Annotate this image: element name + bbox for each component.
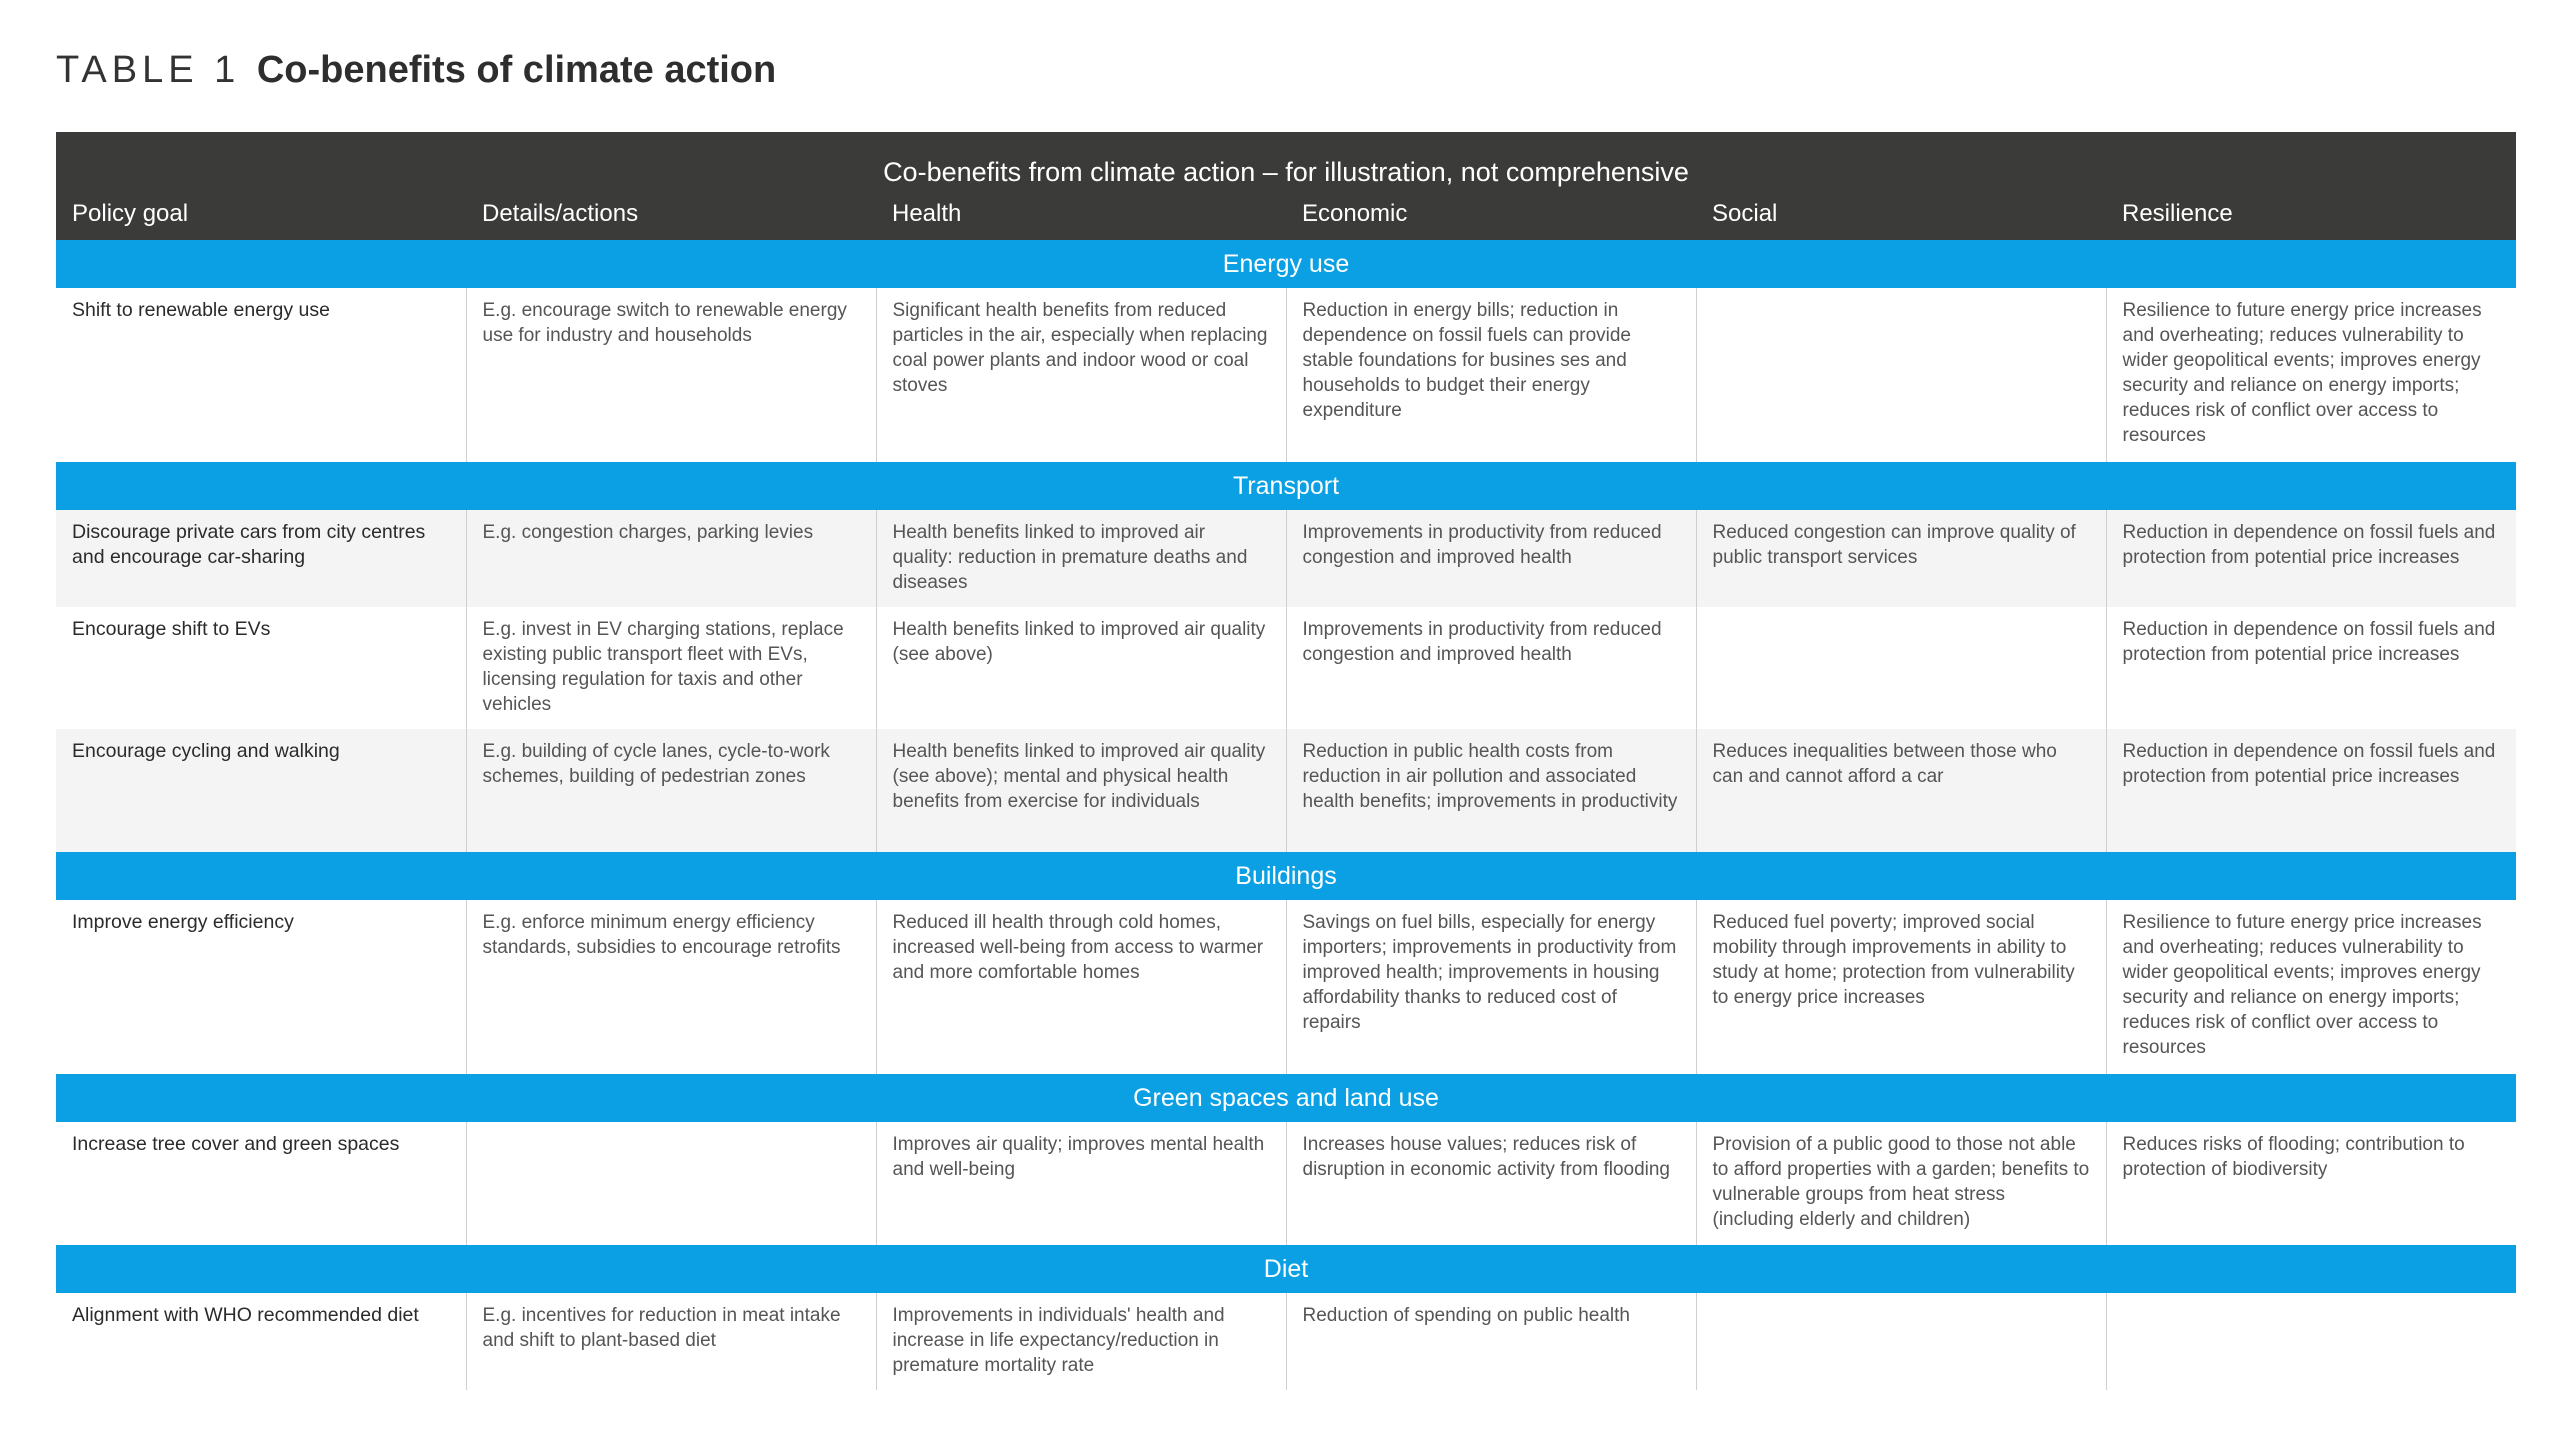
table-number: TABLE 1 [56,49,241,91]
table-row [56,900,2516,1074]
cell-policy-goal: Alignment with WHO recommended diet [56,1293,466,1390]
cell-details: E.g. invest in EV charging stations, replace existing public transport fleet with EVs, licensing regulation for taxis and other vehicles [466,607,876,729]
cell-economic: Improvements in productivity from reduced congestion and improved health [1286,510,1696,607]
co-benefits-table-wrapper [56,132,2516,1390]
cell-policy-goal: Increase tree cover and green spaces [56,1122,466,1245]
cell-economic: Reduction in public health costs from reduction in air pollution and associated health benefits; improvements in productivity [1286,729,1696,852]
cell-social: Reduced congestion can improve quality of public transport services [1696,510,2106,607]
cell-resilience: Resilience to future energy price increases and overheating; reduces vulnerability to wider geopolitical events; improves energy security and reliance on energy imports; reduces risk of conflict over access to resources [2106,288,2516,462]
cell-policy-goal: Improve energy efficiency [56,900,466,1074]
cell-resilience: Reduction in dependence on fossil fuels and protection from potential price increases [2106,607,2516,729]
cell-policy-goal: Encourage cycling and walking [56,729,466,852]
section-title: Diet [56,1245,2516,1293]
section-title: Transport [56,462,2516,510]
cell-details: E.g. congestion charges, parking levies [466,510,876,607]
cell-social: Provision of a public good to those not able to afford properties with a garden; benefits to vulnerable groups from heat stress (including elderly and children) [1696,1122,2106,1245]
cell-details: E.g. building of cycle lanes, cycle-to-work schemes, building of pedestrian zones [466,729,876,852]
cell-resilience [2106,1293,2516,1390]
table-row [56,1122,2516,1245]
cell-health: Reduced ill health through cold homes, increased well-being from access to warmer and more comfortable homes [876,900,1286,1074]
section-header-transport [56,462,2516,510]
column-header-details: Details/actions [466,188,876,240]
table-row [56,607,2516,729]
section-title: Energy use [56,240,2516,288]
cell-policy-goal: Shift to renewable energy use [56,288,466,462]
column-header-policy-goal: Policy goal [56,188,466,240]
cell-details: E.g. encourage switch to renewable energy use for industry and households [466,288,876,462]
cell-health: Health benefits linked to improved air quality (see above) [876,607,1286,729]
column-header-resilience: Resilience [2106,188,2516,240]
section-title: Buildings [56,852,2516,900]
cell-health: Health benefits linked to improved air quality: reduction in premature deaths and diseases [876,510,1286,607]
cell-health: Improvements in individuals' health and increase in life expectancy/reduction in premature mortality rate [876,1293,1286,1390]
section-title: Green spaces and land use [56,1074,2516,1122]
cell-details: E.g. enforce minimum energy efficiency standards, subsidies to encourage retrofits [466,900,876,1074]
cell-resilience: Reduction in dependence on fossil fuels and protection from potential price increases [2106,510,2516,607]
cell-details: E.g. incentives for reduction in meat intake and shift to plant-based diet [466,1293,876,1390]
table-title: Co-benefits of climate action [256,49,777,91]
cell-resilience: Resilience to future energy price increases and overheating; reduces vulnerability to wider geopolitical events; improves energy security and reliance on energy imports; reduces risk of conflict over access to resources [2106,900,2516,1074]
cell-economic: Increases house values; reduces risk of disruption in economic activity from flooding [1286,1122,1696,1245]
cell-details [466,1122,876,1245]
table-row [56,729,2516,852]
cell-social [1696,607,2106,729]
cell-social: Reduces inequalities between those who can and cannot afford a car [1696,729,2106,852]
table-row [56,288,2516,462]
co-benefits-table [56,132,2516,1390]
cell-social [1696,288,2106,462]
cell-economic: Improvements in productivity from reduced congestion and improved health [1286,607,1696,729]
super-header: Co-benefits from climate action – for illustration, not comprehensive [56,132,2516,188]
column-header-social: Social [1696,188,2106,240]
cell-policy-goal: Encourage shift to EVs [56,607,466,729]
section-header-diet [56,1245,2516,1293]
cell-resilience: Reduces risks of flooding; contribution to protection of biodiversity [2106,1122,2516,1245]
cell-health: Improves air quality; improves mental health and well-being [876,1122,1286,1245]
column-header-row [56,188,2516,240]
column-header-health: Health [876,188,1286,240]
cell-health: Significant health benefits from reduced particles in the air, especially when replacing coal power plants and indoor wood or coal stoves [876,288,1286,462]
super-header-row [56,132,2516,188]
page-title [56,44,776,96]
table-row [56,510,2516,607]
cell-policy-goal: Discourage private cars from city centres and encourage car-sharing [56,510,466,607]
cell-social: Reduced fuel poverty; improved social mobility through improvements in ability to study at home; protection from vulnerability to energy price increases [1696,900,2106,1074]
cell-social [1696,1293,2106,1390]
section-header-buildings [56,852,2516,900]
column-header-economic: Economic [1286,188,1696,240]
cell-health: Health benefits linked to improved air quality (see above); mental and physical health benefits from exercise for individuals [876,729,1286,852]
cell-economic: Reduction in energy bills; reduction in dependence on fossil fuels can provide stable foundations for busines ses and households to budget their energy expenditure [1286,288,1696,462]
cell-resilience: Reduction in dependence on fossil fuels and protection from potential price increases [2106,729,2516,852]
table-row [56,1293,2516,1390]
section-header-energy-use [56,240,2516,288]
section-header-green-spaces [56,1074,2516,1122]
cell-economic: Reduction of spending on public health [1286,1293,1696,1390]
cell-economic: Savings on fuel bills, especially for energy importers; improvements in productivity from improved health; improvements in housing affordability thanks to reduced cost of repairs [1286,900,1696,1074]
